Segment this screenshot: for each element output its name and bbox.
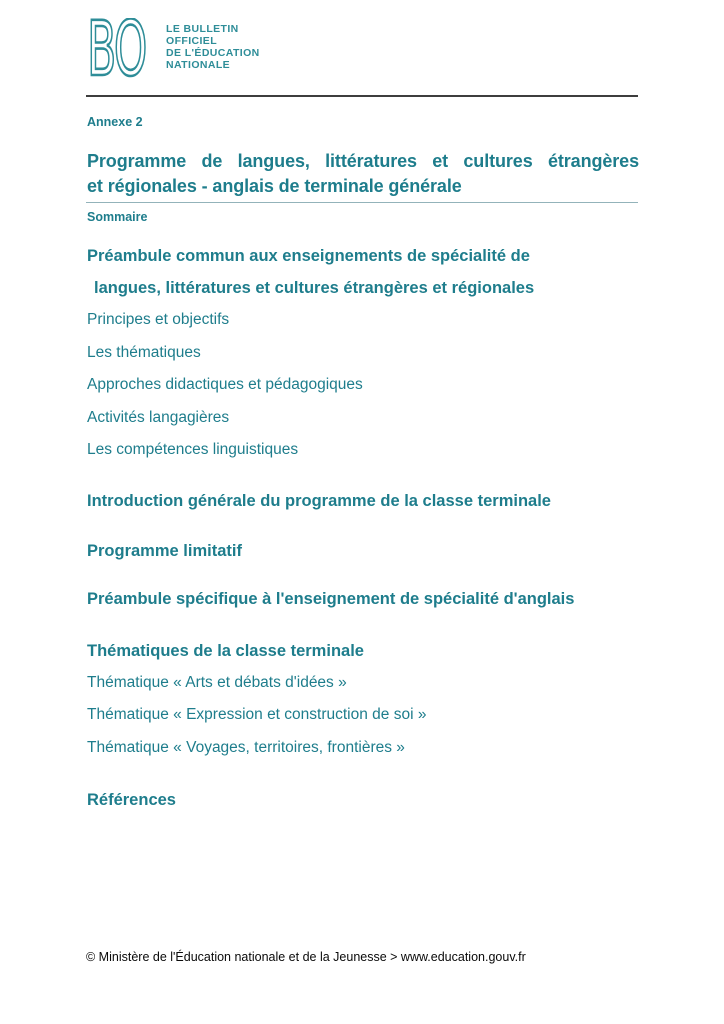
title-line-2: et régionales - anglais de terminale générale: [87, 176, 462, 196]
toc: [87, 240, 647, 816]
wordmark-line-2: OFFICIEL: [166, 35, 218, 47]
toc-thematique-arts-debats[interactable]: Thématique « Arts et débats d'idées »: [87, 673, 347, 691]
toc-les-thematiques[interactable]: Les thématiques: [87, 343, 201, 361]
toc-competences-linguistiques[interactable]: Les compétences linguistiques: [87, 441, 299, 458]
annexe-label: Annexe 2: [87, 115, 143, 129]
toc-preambule-specifique-anglais[interactable]: Préambule spécifique à l'enseignement de spécialité d'anglais: [87, 589, 575, 608]
footer: [86, 949, 526, 965]
title-line-1: Programme de langues, littératures et cultures étrangères: [87, 151, 639, 171]
copyright-text: © Ministère de l'Éducation nationale et de la Jeunesse > www.education.gouv.fr: [86, 950, 526, 964]
title-rule: [86, 202, 638, 203]
toc-introduction-generale[interactable]: Introduction générale du programme de la classe terminale: [87, 491, 551, 510]
header-rule: [86, 95, 638, 97]
toc-thematique-expression-soi[interactable]: Thématique « Expression et construction de soi »: [87, 706, 427, 723]
toc-principes-et-objectifs[interactable]: Principes et objectifs: [87, 311, 230, 328]
toc-preambule-commun-line2[interactable]: langues, littératures et cultures étrangères et régionales: [94, 279, 535, 297]
toc-references[interactable]: Références: [87, 791, 176, 809]
wordmark-line-1: LE BULLETIN: [166, 23, 239, 35]
toc-thematique-voyages-frontieres[interactable]: Thématique « Voyages, territoires, frontières »: [87, 738, 405, 756]
toc-programme-limitatif[interactable]: Programme limitatif: [87, 541, 242, 560]
toc-preambule-commun-line1[interactable]: Préambule commun aux enseignements de spécialité de: [87, 247, 530, 265]
page-title: [87, 149, 639, 199]
bo-logo: [86, 18, 260, 82]
bo-monogram-icon: [86, 18, 158, 82]
bo-monogram-text: BO: [87, 18, 146, 82]
toc-approches-didactiques[interactable]: Approches didactiques et pédagogiques: [87, 376, 363, 393]
logo-wordmark: [166, 23, 260, 71]
sommaire-label: Sommaire: [87, 210, 148, 224]
wordmark-line-3: DE L'ÉDUCATION: [166, 47, 260, 59]
toc-activites-langagieres[interactable]: Activités langagières: [87, 408, 230, 426]
wordmark-line-4: NATIONALE: [166, 59, 231, 71]
toc-thematiques-classe-terminale[interactable]: Thématiques de la classe terminale: [87, 641, 364, 660]
